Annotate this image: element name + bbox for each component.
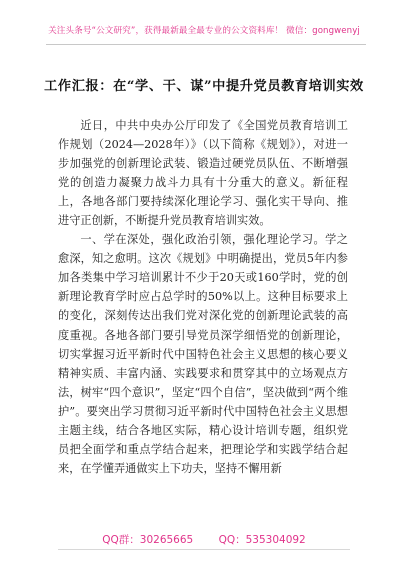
footer-qq-group: QQ群：30265665 xyxy=(102,534,194,546)
header-promo-note: 关注头条号“公文研究”，获得最新最全最专业的公文资料库！ 微信：gongwenyj xyxy=(48,26,360,36)
header-divider xyxy=(46,44,366,45)
footer-contact xyxy=(0,532,408,547)
paragraph-section-one: 一、学在深处，强化政治引领，强化理论学习。学之愈深，知之愈明。这次《规划》中明确提出，党员5年内参加各类集中学习培训累计不少于20天或160学时，党的创新理论教育学时应占总学时的50%以上。这种目标要求上的变化，深刻传达出我们党对深化党的创新理论武装的高度重视。各地各部门要引导党员深学细悟党的创新理论，切实掌握习近平新时代中国特色社会主义思想的核心要义精神实质、丰富内涵、实践要求和贯穿其中的立场观点方法，树牢“四个意识”，坚定“四个自信”，坚决做到“两个维护”。要突出学习贯彻习近平新时代中国特色社会主义思想主题主线，结合各地区实际，精心设计培训专题，组织党员把全面学和重点学结合起来，把理论学和实践学结合起来，在学懂弄通做实上下功夫，坚持不懈用新 xyxy=(58,233,348,475)
paragraph-intro: 近日，中共中央办公厅印发了《全国党员教育培训工作规划（2024—2028年）》（以下简称《规划》），对进一步加强党的创新理论武装、锻造过硬党员队伍、不断增强党的创造力凝聚力战斗力具有十分重大的意义。新征程上，各地各部门要持续深化理论学习、强化实干导向、推进守正创新，不断提升党员教育培训实效。 xyxy=(58,119,348,228)
document-body xyxy=(58,116,348,478)
footer-divider xyxy=(58,549,350,550)
footer-qq-number: QQ：535304092 xyxy=(218,534,306,546)
document-title: 工作汇报：在“学、干、谋”中提升党员教育培训实效 xyxy=(44,79,364,94)
